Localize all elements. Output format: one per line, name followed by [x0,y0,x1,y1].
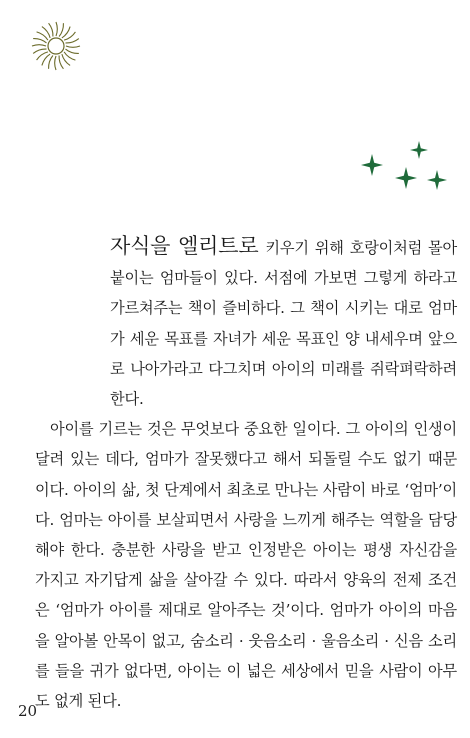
sun-ray [32,45,46,46]
sun-ray [64,32,75,40]
sun-ray [62,54,70,65]
sparkle-star-1-icon [361,154,383,176]
sparkle-star-4-icon [427,170,447,190]
chapter-headline: 자식을 엘리트로 [110,234,259,258]
lead-text: 키우기 위해 호랑이처럼 몰아붙이는 엄마들이 있다. 서점에 가보면 그렇게 하라고 가르쳐주는 책이 즐비하다. 그 책이 시키는 대로 엄마가 세운 목표를 자녀가 세운 목표인 양 내세우며 앞으로 나아가라고 다그치며 아이의 미래를 쥐락펴락하려 한다. [110,239,457,409]
paragraph-2: 아이를 기르는 것은 무엇보다 중요한 일이다. 그 아이의 인생이 달려 있는 데다, 엄마가 잘못했다고 해서 되돌릴 수도 없기 때문이다. 아이의 삶, 첫 단계에서 최초로 만나는 사람이 바로 ‘엄마’이다. 엄마는 아이를 보살피면서 사랑을 느끼게 해주는 역할을 담당해야 한다. 충분한 사랑을 받고 인정받은 아이는 평생 자신감을 가지고 자기답게 삶을 살아갈 수 있다. 따라서 양육의 전제 조건은 ‘엄마가 아이를 제대로 알아주는 것’이다. 엄마가 아이의 마음을 알아볼 안목이 없고, 숨소리 · 웃음소리 · 울음소리 · 신음 소리를 들을 귀가 없다면, 아이는 이 넓은 세상에서 믿을 사람이 아무도 없게 된다. [35,420,457,711]
sun-ray [42,27,50,38]
sun-ray [55,56,56,70]
sparkle-star-2-icon [410,141,428,159]
sparkle-star-3-icon [395,167,417,189]
sun-ray [49,56,53,69]
sun-ray [66,49,79,53]
lead-line [110,231,457,414]
sun-ray [37,52,48,60]
sun-ray [59,23,63,36]
paragraph-1 [35,231,457,414]
sun-ray [66,46,80,47]
sun-ray [56,22,57,36]
sun-ray [33,39,46,43]
page-number: 20 [18,702,38,720]
sun-icon [30,20,82,72]
body-text [35,231,457,716]
sparkle-stars-icon [358,138,452,196]
